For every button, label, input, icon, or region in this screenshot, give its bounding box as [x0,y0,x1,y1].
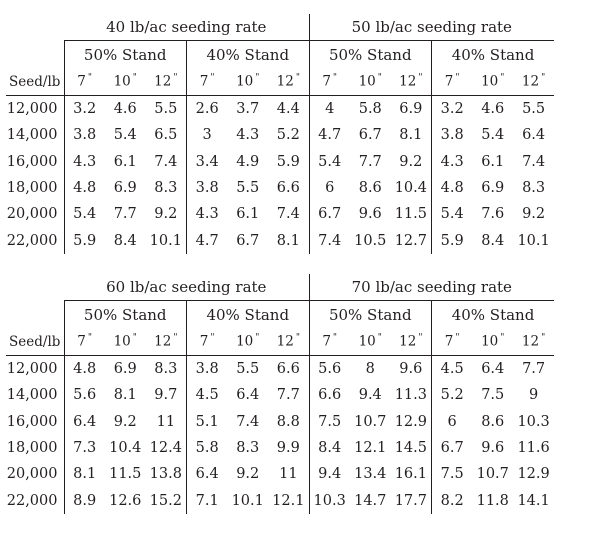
plants-value-cell: 6.4 [64,409,105,435]
plants-value-cell: 9.2 [522,206,546,223]
plants-value-cell: 4.3 [432,149,473,175]
table-row [6,175,554,201]
plants-value-cell: 11.5 [394,206,427,223]
row-spacing-header [227,328,268,356]
plants-value-cell: 12.9 [517,466,550,483]
row-spacing-header [186,328,227,356]
plants-value-cell: 12.7 [394,232,427,249]
table-row [6,356,554,383]
seed-per-lb-value: 16,000 [6,153,58,170]
row-spacing-header [146,328,187,356]
row-spacing-header [513,328,554,356]
plants-value-cell: 9.4 [358,387,382,404]
plants-value-cell: 3.8 [64,122,105,148]
row-spacing-value: 12 [399,73,417,90]
seed-per-lb-value: 16,000 [6,413,58,430]
plants-value-cell: 8.8 [276,413,300,430]
plants-value-cell: 5.8 [358,101,382,118]
plants-value-cell: 11.6 [517,440,550,457]
corner-blank [6,301,64,329]
plants-value-cell: 10.3 [309,487,350,513]
seeding-rate-header: 60 lb/ac seeding rate [106,278,267,296]
seeding-rate-header: 40 lb/ac seeding rate [106,18,267,36]
inch-unit: " [132,333,137,344]
plants-value-cell: 4.5 [186,382,227,408]
row-spacing-value: 12 [399,333,417,350]
plants-value-cell: 7.6 [481,206,505,223]
row-spacing-header [227,68,268,96]
plants-value-cell: 10.1 [149,232,182,249]
plants-value-cell: 8.4 [481,232,505,249]
row-spacing-value: 12 [154,73,172,90]
plants-value-cell: 6 [432,409,473,435]
plants-value-cell: 4.6 [481,101,505,118]
plants-value-cell: 8.3 [236,440,260,457]
stand-header: 40% Stand [186,41,309,69]
row-spacing-value: 10 [236,73,254,90]
plants-value-cell: 3.2 [64,96,105,123]
row-spacing-value: 7 [199,73,209,90]
row-spacing-header [513,68,554,96]
seed-per-lb-value: 12,000 [6,361,58,378]
plants-value-cell: 12.6 [109,492,142,509]
row-spacing-value: 7 [199,333,209,350]
plants-value-cell: 5.6 [64,382,105,408]
plants-value-cell: 10.4 [109,440,142,457]
plants-value-cell: 4.9 [236,153,260,170]
plants-value-cell: 12.1 [354,440,387,457]
plants-value-cell: 9.6 [481,440,505,457]
seed-per-lb-value: 18,000 [6,180,58,197]
row-spacing-header [472,328,513,356]
plants-value-cell: 8.4 [309,435,350,461]
seed-per-lb-value: 14,000 [6,127,58,144]
plants-value-cell: 8.9 [64,487,105,513]
plants-value-cell: 10.3 [517,413,550,430]
table-row [6,435,554,461]
plants-value-cell: 3.7 [236,101,260,118]
plants-value-cell: 16.1 [394,466,427,483]
plants-value-cell: 9.6 [399,361,423,378]
row-spacing-value: 7 [77,73,86,90]
plants-value-cell: 11.8 [476,492,509,509]
plants-value-cell: 9.2 [399,153,423,170]
plants-value-cell: 6.9 [113,361,137,378]
inch-unit: " [295,333,300,344]
plants-value-cell: 11 [279,466,298,483]
stand-header: 40% Stand [186,301,309,329]
row-spacing-value: 7 [444,333,454,350]
seed-per-lb-value: 20,000 [6,206,58,223]
row-spacing-value: 10 [358,333,376,350]
plants-value-cell: 8.1 [64,461,105,487]
plants-value-cell: 5.2 [276,127,300,144]
plants-value-cell: 8.1 [113,387,137,404]
inch-unit: " [87,333,93,344]
plants-value-cell: 4.3 [236,127,260,144]
inch-unit: " [210,333,215,344]
row-spacing-header [268,68,309,96]
plants-value-cell: 11.5 [109,466,142,483]
stand-header: 50% Stand [64,301,186,329]
table-row [6,149,554,175]
seed-per-lb-header: Seed/lb [6,328,64,356]
inch-unit: " [541,73,546,84]
plants-value-cell: 7.4 [154,153,178,170]
corner-blank [6,14,64,41]
plants-value-cell: 6.4 [186,461,227,487]
plants-value-cell: 7.5 [481,387,505,404]
plants-value-cell: 2.6 [186,96,227,123]
plants-value-cell: 5.9 [276,153,300,170]
plants-value-cell: 9.2 [236,466,260,483]
seeding-rate-header: 50 lb/ac seeding rate [309,14,554,41]
seed-per-lb-value: 18,000 [6,440,58,457]
inch-unit: " [87,73,93,84]
plants-value-cell: 10.5 [354,232,387,249]
plants-value-cell: 8.3 [522,180,546,197]
row-spacing-header [391,328,432,356]
plants-value-cell: 5.4 [481,127,505,144]
row-spacing-value: 12 [276,73,294,90]
plants-value-cell: 7.1 [186,487,227,513]
plants-value-cell: 6.9 [113,180,137,197]
row-spacing-header [105,68,146,96]
plants-value-cell: 17.7 [394,492,427,509]
row-spacing-header [472,68,513,96]
plants-value-cell: 4.3 [64,149,105,175]
plants-value-cell: 6.7 [358,127,382,144]
plants-value-cell: 4.7 [309,122,350,148]
table-row [6,409,554,435]
plants-value-cell: 5.5 [236,361,260,378]
plants-value-cell: 3 [186,122,227,148]
plants-value-cell: 9.2 [113,413,137,430]
plants-value-cell: 7.7 [276,387,300,404]
row-spacing-header [350,68,391,96]
plants-value-cell: 15.2 [149,492,182,509]
inch-unit: " [377,333,382,344]
plants-value-cell: 7.5 [309,409,350,435]
plants-value-cell: 4.8 [432,175,473,201]
seeding-rate-header: 70 lb/ac seeding rate [309,274,554,301]
row-spacing-header [64,328,105,356]
plants-value-cell: 8.4 [113,232,137,249]
plants-value-cell: 6.1 [481,153,505,170]
plants-value-cell: 10.7 [476,466,509,483]
plants-value-cell: 10.4 [394,180,427,197]
plants-value-cell: 7.7 [522,361,546,378]
plants-value-cell: 8.3 [154,361,178,378]
plants-value-cell: 12.9 [394,413,427,430]
inch-unit: " [500,73,505,84]
table-row [6,96,554,123]
plants-value-cell: 14.5 [394,440,427,457]
row-spacing-header [432,68,473,96]
plants-value-cell: 12.4 [149,440,182,457]
plants-value-cell: 6.9 [481,180,505,197]
plants-value-cell: 10.1 [517,232,550,249]
plants-value-cell: 6.6 [276,361,300,378]
seed-per-lb-value: 22,000 [6,492,58,509]
plants-value-cell: 7.4 [522,153,546,170]
plants-value-cell: 5.4 [432,201,473,227]
inch-unit: " [418,333,423,344]
plants-value-cell: 6.4 [481,361,505,378]
row-spacing-value: 7 [444,73,454,90]
row-spacing-value: 12 [521,333,540,350]
row-spacing-value: 12 [521,73,540,90]
row-spacing-value: 7 [77,333,86,350]
plants-value-cell: 8.3 [154,180,178,197]
seeding-table-bottom [6,274,554,514]
plants-value-cell: 7.7 [358,153,382,170]
row-spacing-value: 10 [481,333,499,350]
plants-value-cell: 5.9 [432,227,473,253]
plants-value-cell: 6.9 [399,101,423,118]
row-spacing-header [64,68,105,96]
inch-unit: " [255,333,260,344]
inch-unit: " [255,73,260,84]
plants-value-cell: 7.4 [309,227,350,253]
row-spacing-header [350,328,391,356]
plants-value-cell: 5.6 [309,356,350,383]
plants-value-cell: 11.3 [394,387,427,404]
row-spacing-value: 10 [358,73,376,90]
plants-value-cell: 10.7 [354,413,387,430]
plants-value-cell: 5.8 [186,435,227,461]
plants-value-cell: 6.4 [522,127,546,144]
plants-value-cell: 8.6 [358,180,382,197]
inch-unit: " [173,333,178,344]
plants-value-cell: 5.4 [309,149,350,175]
plants-value-cell: 8.2 [432,487,473,513]
plants-value-cell: 4.4 [276,101,300,118]
plants-value-cell: 7.5 [432,461,473,487]
table-row [6,201,554,227]
plants-value-cell: 5.9 [64,227,105,253]
plants-value-cell: 9.4 [309,461,350,487]
plants-value-cell: 3.4 [186,149,227,175]
plants-value-cell: 9.2 [154,206,178,223]
plants-value-cell: 4.3 [186,201,227,227]
plants-value-cell: 9.7 [154,387,178,404]
plants-value-cell: 5.1 [186,409,227,435]
row-spacing-value: 10 [113,333,131,350]
table-row [6,461,554,487]
row-spacing-header [309,328,350,356]
row-spacing-value: 7 [322,73,331,90]
corner-blank [6,41,64,69]
stand-header: 40% Stand [432,41,555,69]
plants-value-cell: 4 [309,96,350,123]
seed-per-lb-header: Seed/lb [6,68,64,96]
inch-unit: " [455,333,460,344]
plants-value-cell: 5.5 [522,101,546,118]
corner-blank [6,274,64,301]
row-spacing-header [146,68,187,96]
plants-value-cell: 6.4 [236,387,260,404]
plants-value-cell: 6.7 [236,232,260,249]
table-row [6,227,554,253]
plants-value-cell: 4.7 [186,227,227,253]
seeding-table [6,14,554,254]
stand-header: 50% Stand [309,41,431,69]
plants-value-cell: 6.1 [113,153,137,170]
inch-unit: " [132,73,137,84]
plants-value-cell: 8.6 [481,413,505,430]
table-row [6,122,554,148]
plants-value-cell: 5.4 [64,201,105,227]
plants-value-cell: 6.5 [154,127,178,144]
inch-unit: " [295,73,300,84]
plants-value-cell: 4.8 [64,175,105,201]
plants-value-cell: 11 [156,413,176,430]
plants-value-cell: 7.4 [236,413,260,430]
table-row [6,382,554,408]
plants-value-cell: 4.8 [64,356,105,383]
row-spacing-header [432,328,473,356]
plants-value-cell: 9 [528,387,539,404]
inch-unit: " [418,73,423,84]
seed-per-lb-value: 12,000 [6,101,58,118]
inch-unit: " [500,333,505,344]
inch-unit: " [210,73,215,84]
plants-value-cell: 4.6 [113,101,137,118]
inch-unit: " [332,333,338,344]
row-spacing-header [105,328,146,356]
plants-value-cell: 8.1 [276,232,300,249]
plants-value-cell: 12.1 [272,492,305,509]
plants-value-cell: 10.1 [231,492,264,509]
plants-value-cell: 8.1 [399,127,423,144]
plants-value-cell: 4.5 [432,356,473,383]
plants-value-cell: 6 [309,175,350,201]
row-spacing-value: 10 [236,333,254,350]
seeding-table-top [6,14,554,254]
stand-header: 50% Stand [64,41,186,69]
plants-value-cell: 5.4 [113,127,137,144]
plants-value-cell: 6.7 [309,201,350,227]
seeding-table [6,274,554,514]
plants-value-cell: 3.2 [432,96,473,123]
plants-value-cell: 5.2 [432,382,473,408]
inch-unit: " [377,73,382,84]
plants-value-cell: 7.4 [276,206,300,223]
row-spacing-value: 10 [113,73,131,90]
plants-value-cell: 3.8 [432,122,473,148]
plants-value-cell: 9.6 [358,206,382,223]
seed-per-lb-value: 20,000 [6,466,58,483]
stand-header: 40% Stand [432,301,555,329]
plants-value-cell: 5.5 [236,180,260,197]
inch-unit: " [455,73,460,84]
plants-value-cell: 3.8 [186,356,227,383]
stand-header: 50% Stand [309,301,431,329]
plants-value-cell: 13.8 [149,466,182,483]
plants-value-cell: 9.9 [276,440,300,457]
row-spacing-value: 7 [322,333,331,350]
plants-value-cell: 13.4 [354,466,387,483]
plants-value-cell: 6.1 [236,206,260,223]
row-spacing-header [391,68,432,96]
plants-value-cell: 14.1 [517,492,550,509]
row-spacing-header [309,68,350,96]
inch-unit: " [332,73,338,84]
row-spacing-value: 10 [481,73,499,90]
plants-value-cell: 14.7 [354,492,387,509]
plants-value-cell: 7.3 [64,435,105,461]
inch-unit: " [173,73,178,84]
plants-value-cell: 5.5 [154,101,178,118]
plants-value-cell: 8 [365,361,375,378]
seed-per-lb-value: 14,000 [6,387,58,404]
table-row [6,487,554,513]
row-spacing-header [186,68,227,96]
inch-unit: " [541,333,546,344]
plants-value-cell: 6.7 [432,435,473,461]
plants-value-cell: 3.8 [186,175,227,201]
row-spacing-header [268,328,309,356]
plants-value-cell: 6.6 [309,382,350,408]
row-spacing-value: 12 [154,333,172,350]
plants-value-cell: 6.6 [276,180,300,197]
plants-value-cell: 7.7 [113,206,137,223]
seed-per-lb-value: 22,000 [6,232,58,249]
row-spacing-value: 12 [276,333,294,350]
